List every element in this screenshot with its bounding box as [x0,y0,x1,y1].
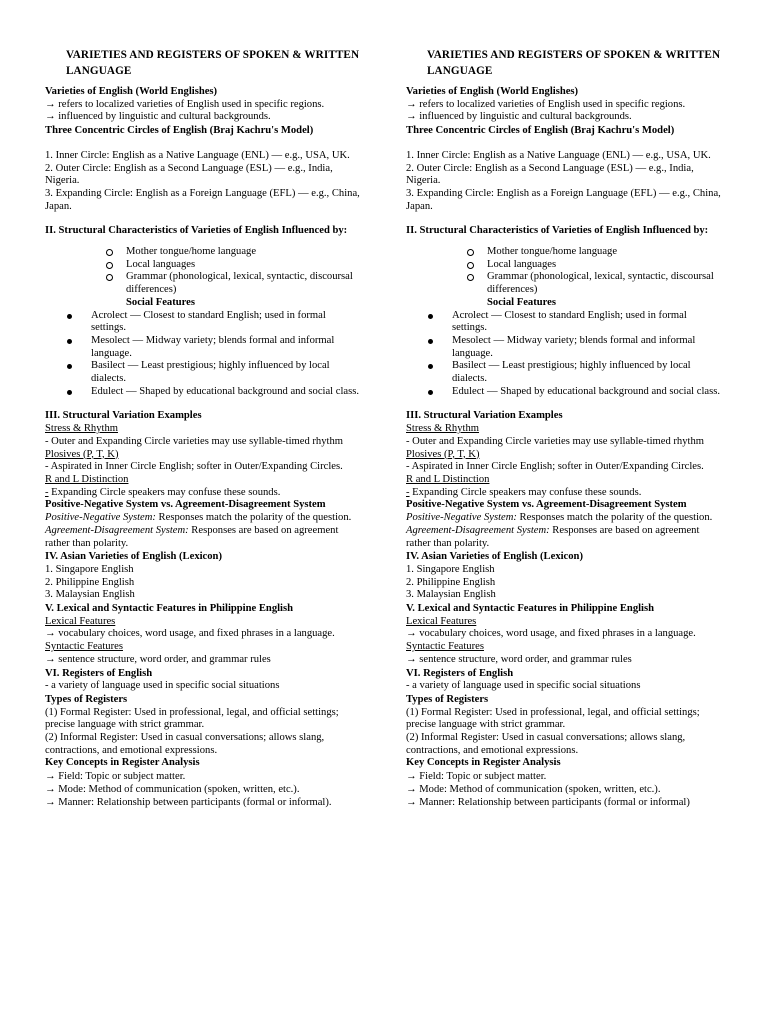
text-span: Responses match the polarity of the question. [155,512,352,524]
section-heading-philippine: V. Lexical and Syntactic Features in Philippine English [45,603,294,615]
text-line: (1) Formal Register: Used in professional, legal, and official settings; precise language with strict grammar. [406,706,700,731]
section-heading-kachru: Three Concentric Circles of English (Braj Kachru's Model) [406,125,675,137]
social-features-title: Social Features [487,296,556,308]
subheading-plosives: Plosives (P, T, K) [406,448,480,460]
list-item: Basilect — Least prestigious; highly influenced by local dialects. [67,360,363,385]
dash: - [406,486,410,498]
subheading-stress: Stress & Rhythm [406,423,479,435]
subheading-lexical: Lexical Features [45,615,116,627]
subheading-types: Types of Registers [406,693,489,705]
list-item: Local languages [467,259,724,272]
text-line [406,512,724,525]
text-line: → Mode: Method of communication (spoken, written, etc.). [45,783,300,795]
list-item: Basilect — Least prestigious; highly influenced by local dialects. [428,360,724,385]
section-heading-varieties: Varieties of English (World Englishes) [406,86,579,97]
social-features-list [45,310,363,399]
list-item: 3. Malaysian English [406,589,496,601]
subheading-types: Types of Registers [45,693,128,705]
circle-item: 3. Expanding Circle: English as a Foreign Language (EFL) — e.g., China, Japan. [45,187,360,212]
list-item: Acrolect — Closest to standard English; used in formal settings. [67,310,363,335]
influence-list [45,246,363,297]
text-line [45,487,363,500]
section-heading-kachru: Three Concentric Circles of English (Braj Kachru's Model) [45,125,314,137]
subheading-syntactic: Syntactic Features [406,641,484,653]
list-item: Acrolect — Closest to standard English; used in formal settings. [428,310,724,335]
text-line [45,512,363,525]
text-line: - Outer and Expanding Circle varieties may use syllable-timed rhythm [406,435,705,447]
circle-item: 3. Expanding Circle: English as a Foreign Language (EFL) — e.g., China, Japan. [406,187,721,212]
text-line [406,525,724,550]
list-item: Mesolect — Midway variety; blends formal and informal language. [67,335,363,360]
text-line: - Aspirated in Inner Circle English; softer in Outer/Expanding Circles. [45,461,343,473]
text-line: (2) Informal Register: Used in casual conversations; allows slang, contractions, and emotional expressions. [406,732,686,756]
text-line [45,525,363,550]
text-line: - a variety of language used in specific social situations [45,680,280,692]
section-heading-structural: II. Structural Characteristics of Varieties of English Influenced by: [45,225,348,237]
subheading-stress: Stress & Rhythm [45,423,118,435]
text-line: → influenced by linguistic and cultural backgrounds. [45,111,271,123]
text-line: - Aspirated in Inner Circle English; softer in Outer/Expanding Circles. [406,461,704,473]
text-line: → refers to localized varieties of English used in specific regions. [406,98,686,110]
text-line: - a variety of language used in specific social situations [406,680,641,692]
list-item: Mother tongue/home language [106,246,363,259]
term-label: Agreement-Disagreement System: [406,524,550,536]
circle-item: 1. Inner Circle: English as a Native Language (ENL) — e.g., USA, UK. [406,149,711,161]
section-heading-registers: VI. Registers of English [406,667,514,679]
text-line: → refers to localized varieties of English used in specific regions. [45,98,325,110]
text-line: → influenced by linguistic and cultural backgrounds. [406,111,632,123]
left-column [45,47,363,809]
list-item: Edulect — Shaped by educational background and social class. [67,386,363,399]
text-line: → Mode: Method of communication (spoken, written, etc.). [406,783,661,795]
list-item: Mother tongue/home language [467,246,724,259]
term-label: Positive-Negative System: [406,512,517,524]
list-item: Edulect — Shaped by educational background and social class. [428,386,724,399]
text-line [406,487,724,500]
document-title: VARIETIES AND REGISTERS OF SPOKEN & WRITTEN LANGUAGE [66,49,360,77]
circle-item: 2. Outer Circle: English as a Second Language (ESL) — e.g., India, Nigeria. [406,162,694,187]
subheading-plosives: Plosives (P, T, K) [45,448,119,460]
section-heading-polarity: Positive-Negative System vs. Agreement-Disagreement System [406,499,687,511]
list-item: Mesolect — Midway variety; blends formal and informal language. [428,335,724,360]
social-features-title: Social Features [126,296,195,308]
text-line: → Manner: Relationship between participants (formal or informal) [406,796,690,808]
text-line: → vocabulary choices, word usage, and fixed phrases in a language. [45,628,335,640]
subheading-key-concepts: Key Concepts in Register Analysis [406,757,561,769]
list-item: 1. Singapore English [45,563,134,575]
social-features-list [406,310,724,399]
circle-item: 1. Inner Circle: English as a Native Language (ENL) — e.g., USA, UK. [45,149,350,161]
section-heading-polarity: Positive-Negative System vs. Agreement-Disagreement System [45,499,326,511]
list-item: 3. Malaysian English [45,589,135,601]
text-line: → sentence structure, word order, and grammar rules [406,653,632,665]
list-item: 2. Philippine English [406,576,496,588]
text-span: Responses are based on agreement rather than polarity. [45,524,339,549]
text-line: (2) Informal Register: Used in casual conversations; allows slang, contractions, and emotional expressions. [45,732,325,756]
text-line: - Outer and Expanding Circle varieties may use syllable-timed rhythm [45,435,344,447]
text-span: Expanding Circle speakers may confuse these sounds. [48,486,281,498]
subheading-rl: R and L Distinction [45,473,129,485]
influence-list [406,246,724,297]
section-heading-registers: VI. Registers of English [45,667,153,679]
document-title: VARIETIES AND REGISTERS OF SPOKEN & WRITTEN LANGUAGE [427,49,721,77]
text-line: (1) Formal Register: Used in professional, legal, and official settings; precise language with strict grammar. [45,706,339,731]
text-line: → Field: Topic or subject matter. [406,771,547,783]
dash: - [45,486,49,498]
list-item: 1. Singapore English [406,563,495,575]
subheading-key-concepts: Key Concepts in Register Analysis [45,757,200,769]
term-label: Positive-Negative System: [45,512,156,524]
list-item: Local languages [106,259,363,272]
subheading-syntactic: Syntactic Features [45,641,123,653]
right-column [406,47,724,809]
section-heading-variation: III. Structural Variation Examples [406,410,563,422]
text-line: → Field: Topic or subject matter. [45,771,186,783]
list-item: Grammar (phonological, lexical, syntactic, discoursal differences) [106,271,363,296]
section-heading-philippine: V. Lexical and Syntactic Features in Philippine English [406,603,655,615]
section-heading-varieties: Varieties of English (World Englishes) [45,86,218,97]
text-line: → sentence structure, word order, and grammar rules [45,653,271,665]
circle-item: 2. Outer Circle: English as a Second Language (ESL) — e.g., India, Nigeria. [45,162,333,187]
section-heading-structural: II. Structural Characteristics of Varieties of English Influenced by: [406,225,709,237]
text-span: Responses are based on agreement rather than polarity. [406,524,700,549]
text-span: Expanding Circle speakers may confuse these sounds. [409,486,642,498]
section-heading-variation: III. Structural Variation Examples [45,410,202,422]
subheading-lexical: Lexical Features [406,615,477,627]
list-item: Grammar (phonological, lexical, syntactic, discoursal differences) [467,271,724,296]
section-heading-asian: IV. Asian Varieties of English (Lexicon) [45,551,222,563]
term-label: Agreement-Disagreement System: [45,524,189,536]
text-line: → vocabulary choices, word usage, and fixed phrases in a language. [406,628,696,640]
section-heading-asian: IV. Asian Varieties of English (Lexicon) [406,551,583,563]
text-span: Responses match the polarity of the question. [516,512,713,524]
text-line: → Manner: Relationship between participants (formal or informal). [45,796,332,808]
subheading-rl: R and L Distinction [406,473,490,485]
list-item: 2. Philippine English [45,576,135,588]
